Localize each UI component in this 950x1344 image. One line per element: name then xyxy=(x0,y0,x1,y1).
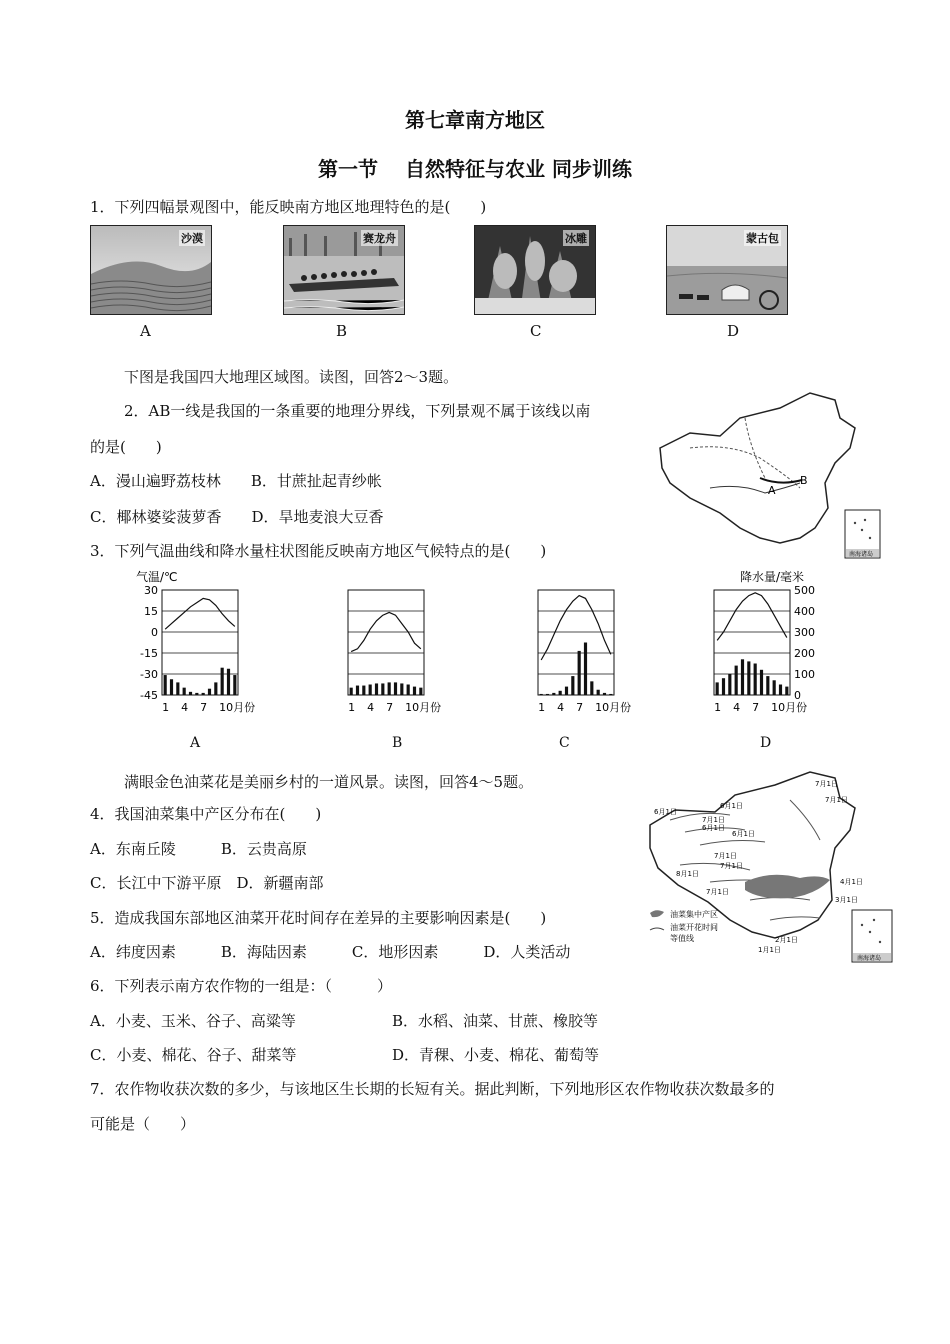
photo-label-b: B xyxy=(336,322,348,340)
precip-bar-C xyxy=(559,691,562,695)
legend-isoline-label-2: 等值线 xyxy=(670,934,694,943)
section-title: 第一节 自然特征与农业 同步训练 xyxy=(318,157,632,181)
precip-bar-A xyxy=(195,693,198,695)
chart-frame-D xyxy=(714,590,790,695)
month-tick-label: 7 xyxy=(200,701,208,714)
precip-bar-B xyxy=(394,682,397,695)
precip-bar-C xyxy=(552,693,555,695)
precip-bar-B xyxy=(350,688,353,695)
temp-line-D xyxy=(717,593,787,641)
legend-production-swatch xyxy=(650,910,664,917)
question-6-option-b: B．水稻、油菜、甘蔗、橡胶等 xyxy=(392,1012,599,1030)
precip-bar-C xyxy=(597,690,600,695)
precip-bar-A xyxy=(233,675,236,695)
chart-label-c: C xyxy=(559,735,570,751)
question-1: 1．下列四幅景观图中，能反映南方地区地理特色的是( ) xyxy=(90,198,487,216)
month-tick-label: 10月份 xyxy=(595,701,632,714)
month-tick-label: 4 xyxy=(733,701,741,714)
map-date-10: 8月1日 xyxy=(676,870,699,878)
question-2-options-cd: C．椰林婆娑菠萝香 D．旱地麦浪大豆香 xyxy=(90,508,384,526)
photo-caption-dragon-boat: 赛龙舟 xyxy=(363,232,396,245)
precip-bar-C xyxy=(540,694,543,695)
photo-ice-sculpture xyxy=(474,225,596,315)
china-regions-map xyxy=(650,388,890,563)
precip-tick-label: 200 xyxy=(794,647,815,660)
month-tick-label: 4 xyxy=(367,701,375,714)
precip-bar-D xyxy=(722,678,725,695)
question-4: 4．我国油菜集中产区分布在( ) xyxy=(90,805,322,823)
month-tick-label: 7 xyxy=(752,701,760,714)
precip-bar-A xyxy=(176,682,179,695)
month-tick-label: 1 xyxy=(714,701,722,714)
legend-isoline-swatch xyxy=(650,928,664,930)
map-date-12: 4月1日 xyxy=(840,878,863,886)
temp-tick-label: 0 xyxy=(151,626,158,639)
map-label-a: A xyxy=(768,484,776,497)
question-7-line1: 7．农作物收获次数的多少，与该地区生长期的长短有关。据此判断，下列地形区农作物收获次数最多的 xyxy=(90,1080,775,1098)
map-label-b: B xyxy=(800,474,808,487)
chart-frame-C xyxy=(538,590,614,695)
precip-bar-B xyxy=(362,686,365,695)
map-date-3: 7月1日 xyxy=(815,780,838,788)
month-tick-label: 1 xyxy=(162,701,170,714)
precip-bar-B xyxy=(375,683,378,695)
intro-2-3: 下图是我国四大地理区域图。读图，回答2～3题。 xyxy=(124,368,459,386)
precip-bar-D xyxy=(716,682,719,695)
photo-label-d: D xyxy=(727,322,740,340)
precip-bar-A xyxy=(202,693,205,695)
map2-inset-label: 南海诸岛 xyxy=(857,955,882,962)
precip-bar-B xyxy=(369,685,372,696)
precip-bar-B xyxy=(419,688,422,695)
precip-bar-B xyxy=(356,686,359,695)
month-tick-label: 7 xyxy=(386,701,394,714)
chart-frame-B xyxy=(348,590,424,695)
precip-bar-C xyxy=(603,693,606,695)
question-5-options: A．纬度因素 B．海陆因素 C．地形因素 D．人类活动 xyxy=(90,943,571,961)
precip-bar-C xyxy=(546,694,549,695)
chart-label-b: B xyxy=(392,735,403,751)
precip-bar-A xyxy=(221,668,224,695)
precip-tick-label: 300 xyxy=(794,626,815,639)
temp-tick-label: -45 xyxy=(140,689,158,702)
map-date-1: 6月1日 xyxy=(654,808,677,816)
precip-bar-A xyxy=(214,682,217,695)
charts-group xyxy=(140,584,815,714)
photo-dragon-boat xyxy=(283,225,405,315)
precip-bar-C xyxy=(590,681,593,695)
photo-caption-desert: 沙漠 xyxy=(181,232,203,245)
precip-bar-D xyxy=(785,687,788,695)
precip-tick-label: 100 xyxy=(794,668,815,681)
month-tick-label: 4 xyxy=(557,701,565,714)
precip-bar-D xyxy=(735,666,738,695)
precip-bar-C xyxy=(571,676,574,695)
precip-bar-D xyxy=(754,664,757,696)
precip-bar-A xyxy=(164,675,167,695)
precip-bar-B xyxy=(400,683,403,695)
temp-tick-label: -15 xyxy=(140,647,158,660)
map-date-8: 7月1日 xyxy=(714,852,737,860)
map-date-11: 7月1日 xyxy=(706,888,729,896)
temp-line-C xyxy=(541,596,611,660)
precip-bar-C xyxy=(578,651,581,695)
question-2-line2: 的是( ) xyxy=(90,438,162,456)
precip-bar-B xyxy=(381,683,384,695)
chart-label-d: D xyxy=(760,735,772,751)
precip-bar-A xyxy=(189,692,192,695)
precip-bar-D xyxy=(760,670,763,695)
precip-bar-D xyxy=(728,674,731,695)
question-2-options-ab: A．漫山遍野荔枝林 B．甘蔗扯起青纱帐 xyxy=(90,472,382,490)
temp-line-A xyxy=(165,598,235,629)
map-date-4: 7月1日 xyxy=(825,796,848,804)
photo-desert xyxy=(90,225,212,315)
photo-caption-yurt: 蒙古包 xyxy=(746,232,779,245)
precip-bar-B xyxy=(388,682,391,695)
temp-tick-label: 15 xyxy=(144,605,158,618)
precip-bar-A xyxy=(227,669,230,695)
month-tick-label: 10月份 xyxy=(771,701,808,714)
precip-bar-C xyxy=(584,643,587,696)
question-5: 5．造成我国东部地区油菜开花时间存在差异的主要影响因素是( ) xyxy=(90,909,547,927)
precip-bar-D xyxy=(773,680,776,695)
precip-axis-title: 降水量/毫米 xyxy=(740,570,805,584)
precip-bar-C xyxy=(609,694,612,695)
page-title: 第七章南方地区 xyxy=(405,108,545,132)
precip-bar-D xyxy=(766,676,769,695)
question-6-option-d: D．青稞、小麦、棉花、葡萄等 xyxy=(392,1046,600,1064)
map-date-5: 6月1日 xyxy=(702,824,725,832)
intro-4-5: 满眼金色油菜花是美丽乡村的一道风景。读图，回答4～5题。 xyxy=(124,773,534,791)
question-4-options-cd: C．长江中下游平原 D．新疆南部 xyxy=(90,874,324,892)
photo-yurt xyxy=(666,225,788,315)
question-6-option-a: A．小麦、玉米、谷子、高粱等 xyxy=(90,1012,296,1030)
precip-tick-label: 0 xyxy=(794,689,801,702)
map-date-2: 6月1日 xyxy=(720,802,743,810)
precip-bar-A xyxy=(208,689,211,695)
photo-label-c: C xyxy=(530,322,542,340)
month-tick-label: 10月份 xyxy=(405,701,442,714)
legend-production-label: 油菜集中产区 xyxy=(670,910,718,919)
precip-bar-B xyxy=(407,685,410,696)
map-date-15: 1月1日 xyxy=(758,946,781,954)
month-tick-label: 4 xyxy=(181,701,189,714)
temp-tick-label: 30 xyxy=(144,584,158,597)
map-date-9: 7月1日 xyxy=(720,862,743,870)
climate-charts xyxy=(120,565,840,725)
map-date-13: 3月1日 xyxy=(835,896,858,904)
question-6: 6．下列表示南方农作物的一组是：（ ） xyxy=(90,977,393,995)
precip-bar-B xyxy=(413,687,416,695)
precip-tick-label: 500 xyxy=(794,584,815,597)
map-date-6: 7月1日 xyxy=(702,816,725,824)
temp-tick-label: -30 xyxy=(140,668,158,681)
month-tick-label: 7 xyxy=(576,701,584,714)
month-tick-label: 10月份 xyxy=(219,701,256,714)
precip-bar-C xyxy=(565,687,568,695)
month-tick-label: 1 xyxy=(538,701,546,714)
rapeseed-bloom-map xyxy=(640,770,900,965)
photo-label-a: A xyxy=(140,322,151,340)
month-tick-label: 1 xyxy=(348,701,356,714)
precip-bar-A xyxy=(183,688,186,695)
chart-label-a: A xyxy=(190,735,201,751)
map-date-14: 2月1日 xyxy=(775,936,798,944)
map-date-7: 6月1日 xyxy=(732,830,755,838)
photo-caption-ice-sculpture: 冰雕 xyxy=(565,232,587,245)
legend-isoline-label-1: 油菜开花时间 xyxy=(670,923,718,932)
precip-bar-D xyxy=(779,685,782,696)
question-3: 3．下列气温曲线和降水量柱状图能反映南方地区气候特点的是( ) xyxy=(90,542,547,560)
precip-tick-label: 400 xyxy=(794,605,815,618)
precip-bar-D xyxy=(741,659,744,695)
precip-bar-D xyxy=(747,661,750,695)
map1-inset-label: 南海诸岛 xyxy=(849,551,874,558)
chart-frame-A xyxy=(162,590,238,695)
question-4-options-ab: A．东南丘陵 B．云贵高原 xyxy=(90,840,307,858)
temp-axis-title: 气温/℃ xyxy=(136,570,178,584)
question-6-option-c: C．小麦、棉花、谷子、甜菜等 xyxy=(90,1046,297,1064)
question-7-line2: 可能是（ ） xyxy=(90,1115,196,1133)
precip-bar-A xyxy=(170,679,173,695)
question-2-line1: 2．AB一线是我国的一条重要的地理分界线，下列景观不属于该线以南 xyxy=(124,402,591,420)
